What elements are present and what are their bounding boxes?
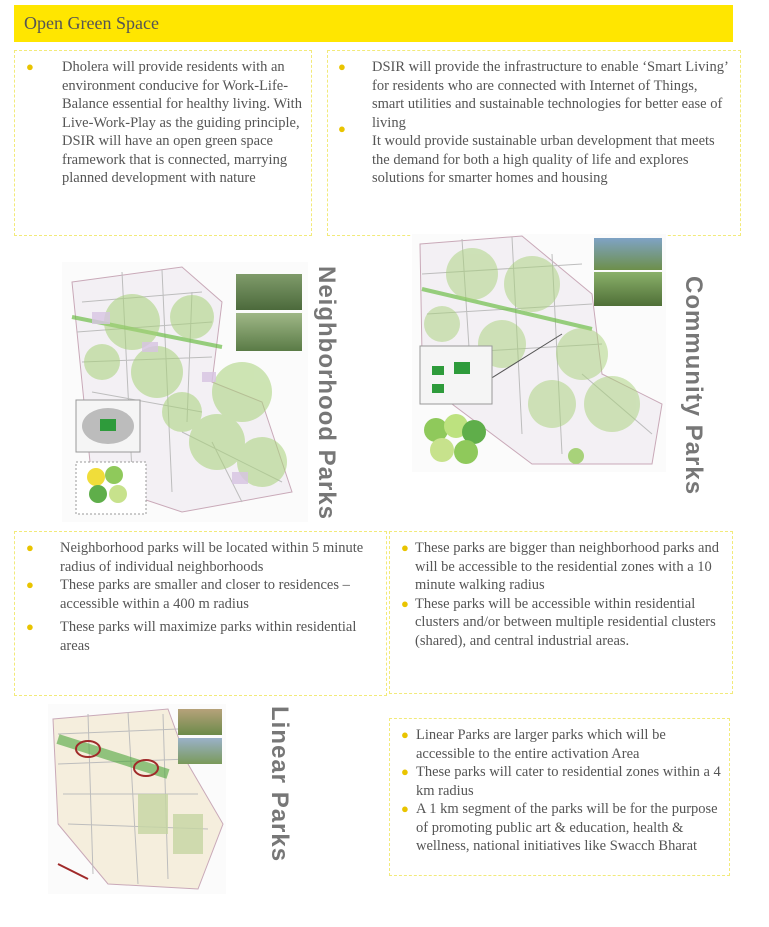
list-item: ● These parks will cater to residential zones within a 4 km radius bbox=[401, 764, 721, 799]
linear-photo-2 bbox=[178, 738, 222, 764]
community-points-box bbox=[389, 531, 733, 694]
page-title: Open Green Space bbox=[14, 5, 733, 42]
community-photo-2 bbox=[594, 272, 662, 306]
bullet-icon: ● bbox=[401, 595, 409, 611]
neighborhood-points-box bbox=[14, 531, 387, 696]
list-item: ● It would provide sustainable urban development that meets the demand for both a high quality of life and explores solutions for smarter homes and housing bbox=[338, 121, 715, 186]
list-item: ● These parks will maximize parks within residential areas bbox=[26, 619, 357, 654]
intro-left-box bbox=[14, 50, 312, 236]
list-item: ● These parks are bigger than neighborhood parks and will be accessible to the residential zones with a 10 minute walking radius bbox=[401, 540, 719, 593]
bullet-icon: ● bbox=[338, 121, 346, 136]
bullet-icon: ● bbox=[26, 619, 34, 634]
bullet-icon: ● bbox=[401, 540, 409, 555]
list-item: ● These parks are smaller and closer to residences – accessible within a 400 m radius bbox=[26, 577, 350, 612]
linear-parks-label: Linear Parks bbox=[266, 706, 293, 863]
linear-points-box bbox=[389, 718, 730, 876]
neighborhood-photo-1 bbox=[236, 274, 302, 310]
bullet-icon: ● bbox=[401, 801, 409, 816]
bullet-icon: ● bbox=[401, 727, 409, 742]
bullet-icon: ● bbox=[26, 59, 34, 74]
list-item: ● Linear Parks are larger parks which will be accessible to the entire activation Area bbox=[401, 727, 666, 762]
list-item: ● Dholera will provide residents with an environment conducive for Work-Life-Balance essential for healthy living. With Live-Work-Play as the guiding principle, DSIR will have an open green space framework that is connected, marrying planned development with nature bbox=[26, 59, 302, 186]
community-photo-1 bbox=[594, 238, 662, 270]
bullet-icon: ● bbox=[26, 540, 34, 555]
bullet-icon: ● bbox=[338, 59, 346, 74]
community-parks-label: Community Parks bbox=[680, 276, 707, 496]
list-item: ● These parks will be accessible within residential clusters and/or between multiple residential clusters (shared), and central industrial areas. bbox=[401, 595, 716, 649]
neighborhood-parks-label: Neighborhood Parks bbox=[313, 266, 340, 521]
linear-photo-1 bbox=[178, 709, 222, 735]
bullet-icon: ● bbox=[26, 577, 34, 592]
neighborhood-photo-2 bbox=[236, 313, 302, 351]
list-item: ● DSIR will provide the infrastructure to enable ‘Smart Living’ for residents who are connected with Internet of Things, smart utilities and sustainable technologies for better ease of living bbox=[338, 59, 728, 131]
bullet-icon: ● bbox=[401, 764, 409, 779]
list-item: ● Neighborhood parks will be located within 5 minute radius of individual neighborhoods bbox=[26, 540, 364, 575]
intro-right-box bbox=[327, 50, 741, 236]
list-item: ● A 1 km segment of the parks will be for the purpose of promoting public art & education, health & wellness, national initiatives like Swacch Bharat bbox=[401, 801, 718, 854]
